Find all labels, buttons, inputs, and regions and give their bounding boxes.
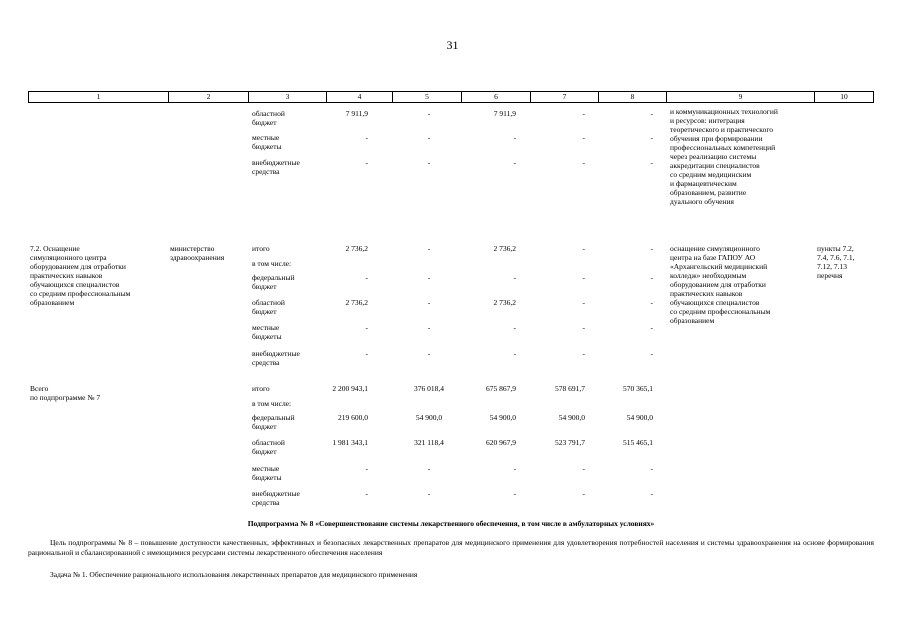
value-2023: - bbox=[650, 109, 653, 118]
header-col-2: 2 bbox=[169, 92, 249, 102]
header-col-5: 5 bbox=[393, 92, 462, 102]
item-7-2-reference: пункты 7.2, 7.4, 7.6, 7.1, 7.12, 7.13 перечня bbox=[817, 244, 855, 280]
header-col-9: 9 bbox=[667, 92, 815, 102]
value-2023: - bbox=[650, 133, 653, 142]
value-2020: - bbox=[427, 109, 431, 118]
funding-source: внебюджетные средства bbox=[252, 349, 300, 367]
value-total: - bbox=[365, 323, 368, 332]
header-col-3: 3 bbox=[249, 92, 327, 102]
value-2022: - bbox=[582, 273, 585, 282]
value-2020: - bbox=[427, 244, 431, 253]
subprogram-goal: Цель подпрограммы № 8 – повышение доступности качественных, эффективных и безопасных лекарственных препаратов для медицинского применения для удовлетворения потребностей населения и системы здравоохранения на основе формирования рациональной и сбалансированной с имеющимися ресурсами системы лекарственного обеспечения населения bbox=[28, 538, 874, 557]
value-2023: 54 900,0 bbox=[626, 413, 653, 422]
value-2022: - bbox=[582, 489, 585, 498]
funding-source: областной бюджет bbox=[252, 438, 285, 456]
value-2020: - bbox=[427, 273, 431, 282]
value-2022: - bbox=[582, 109, 585, 118]
value-2021: 7 911,9 bbox=[493, 109, 516, 118]
value-2021: 675 867,9 bbox=[486, 384, 516, 393]
value-2022: - bbox=[582, 464, 585, 473]
value-2020: 321 118,4 bbox=[414, 438, 444, 447]
value-total: - bbox=[365, 273, 368, 282]
value-total: - bbox=[365, 489, 368, 498]
task-1: Задача № 1. Обеспечение рационального использования лекарственных препаратов для медицинского применения bbox=[50, 570, 418, 579]
value-2020: - bbox=[427, 298, 431, 307]
value-2021: 2 736,2 bbox=[493, 244, 516, 253]
value-2022: - bbox=[582, 298, 585, 307]
funding-source: итого bbox=[252, 244, 270, 253]
funding-source: федеральный бюджет bbox=[252, 273, 295, 291]
value-2022: 578 691,7 bbox=[555, 384, 585, 393]
value-2021: - bbox=[513, 133, 516, 142]
header-col-7: 7 bbox=[531, 92, 599, 102]
value-total: 2 736,2 bbox=[345, 298, 368, 307]
value-2023: - bbox=[650, 273, 653, 282]
value-total: 7 911,9 bbox=[345, 109, 368, 118]
value-2021: - bbox=[513, 349, 516, 358]
value-2020: - bbox=[427, 323, 431, 332]
value-total: 219 600,0 bbox=[338, 413, 368, 422]
header-col-8: 8 bbox=[599, 92, 667, 102]
value-2023: - bbox=[650, 244, 653, 253]
subprogram-7-total-name: Всего по подпрограмме № 7 bbox=[30, 384, 101, 402]
value-2023: - bbox=[650, 464, 653, 473]
funding-source: местные бюджеты bbox=[252, 464, 282, 482]
subprogram-title: Подпрограмма № 8 «Совершенствование системы лекарственного обеспечения, в том числе в амбулаторных условиях» bbox=[247, 519, 655, 528]
value-total: - bbox=[365, 464, 368, 473]
value-2021: 54 900,0 bbox=[489, 413, 516, 422]
value-2020: 54 900,0 bbox=[415, 413, 443, 422]
funding-source: итого bbox=[252, 384, 270, 393]
value-2022: 54 900,0 bbox=[558, 413, 585, 422]
table-header-row bbox=[28, 91, 874, 103]
value-2022: - bbox=[582, 244, 585, 253]
value-2021: - bbox=[513, 489, 516, 498]
value-2022: - bbox=[582, 349, 585, 358]
value-2023: - bbox=[650, 298, 653, 307]
item-7-2-result: оснащение симуляционного центра на базе ГАПОУ АО «Архангельский медицинский колледж» необходимым оборудованием для отработки практических навыков обучающихся специалистов со средним профессиональным образованием bbox=[670, 244, 771, 325]
expected-result: и коммуникационных технологий и ресурсов: интеграция теоретического и практического обучения при формировании профессиональных компетенций через реализацию системы аккредитации специалистов со средним медицинским и фармацевтическим образованием, развитие дуального обучения bbox=[670, 107, 778, 206]
value-2020: - bbox=[427, 349, 431, 358]
value-total: 2 736,2 bbox=[345, 244, 368, 253]
header-col-4: 4 bbox=[327, 92, 393, 102]
value-total: 1 981 343,1 bbox=[332, 438, 368, 447]
funding-source: областной бюджет bbox=[252, 109, 285, 127]
funding-source: областной бюджет bbox=[252, 298, 285, 316]
item-7-2-responsible: министерство здравоохранения bbox=[170, 244, 225, 262]
value-2021: - bbox=[513, 158, 516, 167]
header-col-1: 1 bbox=[29, 92, 169, 102]
value-2023: - bbox=[650, 158, 653, 167]
funding-source: местные бюджеты bbox=[252, 133, 282, 151]
funding-source: федеральный бюджет bbox=[252, 413, 295, 431]
value-2021: - bbox=[513, 273, 516, 282]
value-2021: 620 967,9 bbox=[486, 438, 516, 447]
value-2021: - bbox=[513, 464, 516, 473]
value-total: - bbox=[365, 349, 368, 358]
funding-source: местные бюджеты bbox=[252, 323, 282, 341]
funding-source: внебюджетные средства bbox=[252, 489, 300, 507]
funding-source: в том числе: bbox=[252, 399, 292, 408]
value-2023: 570 365,1 bbox=[623, 384, 653, 393]
item-7-2-name: 7.2. Оснащение симуляционного центра оборудованием для отработки практических навыков обучающихся специалистов со средним профессиональным образованием bbox=[30, 244, 131, 307]
value-2021: - bbox=[513, 323, 516, 332]
funding-source: в том числе: bbox=[252, 259, 292, 268]
value-total: - bbox=[365, 133, 368, 142]
page-number: 31 bbox=[446, 38, 459, 52]
value-total: 2 200 943,1 bbox=[332, 384, 368, 393]
value-2023: - bbox=[650, 349, 653, 358]
value-2020: - bbox=[427, 133, 431, 142]
value-2023: 515 465,1 bbox=[623, 438, 653, 447]
value-2020: - bbox=[427, 158, 431, 167]
value-2023: - bbox=[650, 323, 653, 332]
funding-source: внебюджетные средства bbox=[252, 158, 300, 176]
value-2023: - bbox=[650, 489, 653, 498]
header-col-6: 6 bbox=[462, 92, 531, 102]
value-total: - bbox=[365, 158, 368, 167]
value-2020: - bbox=[427, 489, 431, 498]
value-2022: - bbox=[582, 158, 585, 167]
value-2022: 523 791,7 bbox=[555, 438, 585, 447]
value-2020: - bbox=[427, 464, 431, 473]
value-2020: 376 018,4 bbox=[414, 384, 444, 393]
header-col-10: 10 bbox=[840, 92, 848, 101]
value-2021: 2 736,2 bbox=[493, 298, 516, 307]
value-2022: - bbox=[582, 133, 585, 142]
value-2022: - bbox=[582, 323, 585, 332]
